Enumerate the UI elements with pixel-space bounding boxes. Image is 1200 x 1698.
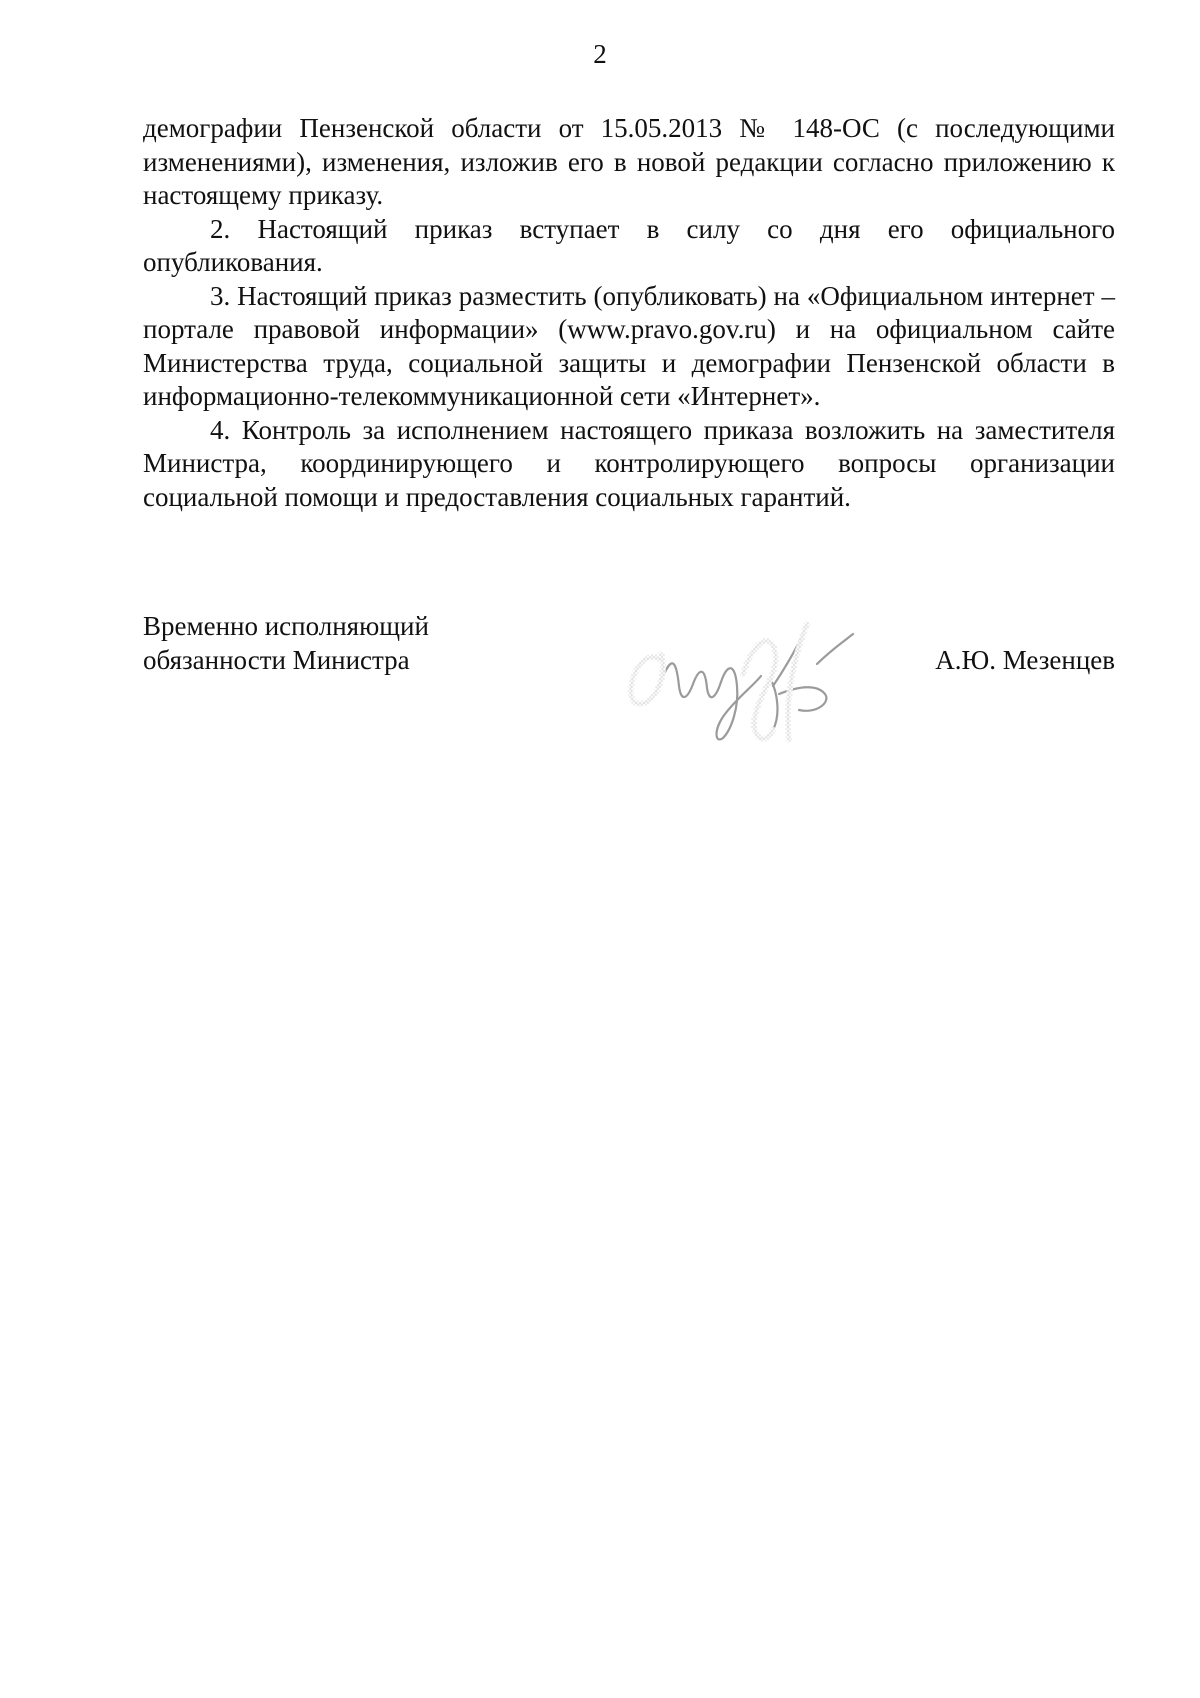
- document-body: [143, 112, 1115, 514]
- signatory-name: А.Ю. Мезенцев: [935, 644, 1115, 675]
- page-number: 2: [593, 39, 607, 69]
- signatory-title-line-2: обязанности Министра: [143, 644, 410, 675]
- paragraph-item-2: 2. Настоящий приказ вступает в силу со дня его официального опубликования.: [143, 213, 1115, 277]
- paragraph-item-3: 3. Настоящий приказ разместить (опубликовать) на «Официальном интернет – портале правовой информации» (www.pravo.gov.ru) и на официальном сайте Министерства труда, социальной защиты и демографии Пензенской области в информационно-телекоммуникационной сети «Интернет».: [143, 280, 1115, 411]
- signature-ink: [631, 624, 853, 740]
- handwritten-signature: [603, 590, 933, 755]
- signatory-title-line-1: Временно исполняющий: [143, 611, 429, 641]
- signatory-title: [143, 610, 563, 677]
- signature-block: [143, 610, 1115, 750]
- paragraph-continuation: демографии Пензенской области от 15.05.2013 № 148-ОС (с последующими изменениями), изменения, изложив его в новой редакции согласно приложению к настоящему приказу.: [143, 113, 1115, 210]
- paragraph-item-4: 4. Контроль за исполнением настоящего приказа возложить на заместителя Министра, координирующего и контролирующего вопросы организации социальной помощи и предоставления социальных гарантий.: [143, 414, 1115, 512]
